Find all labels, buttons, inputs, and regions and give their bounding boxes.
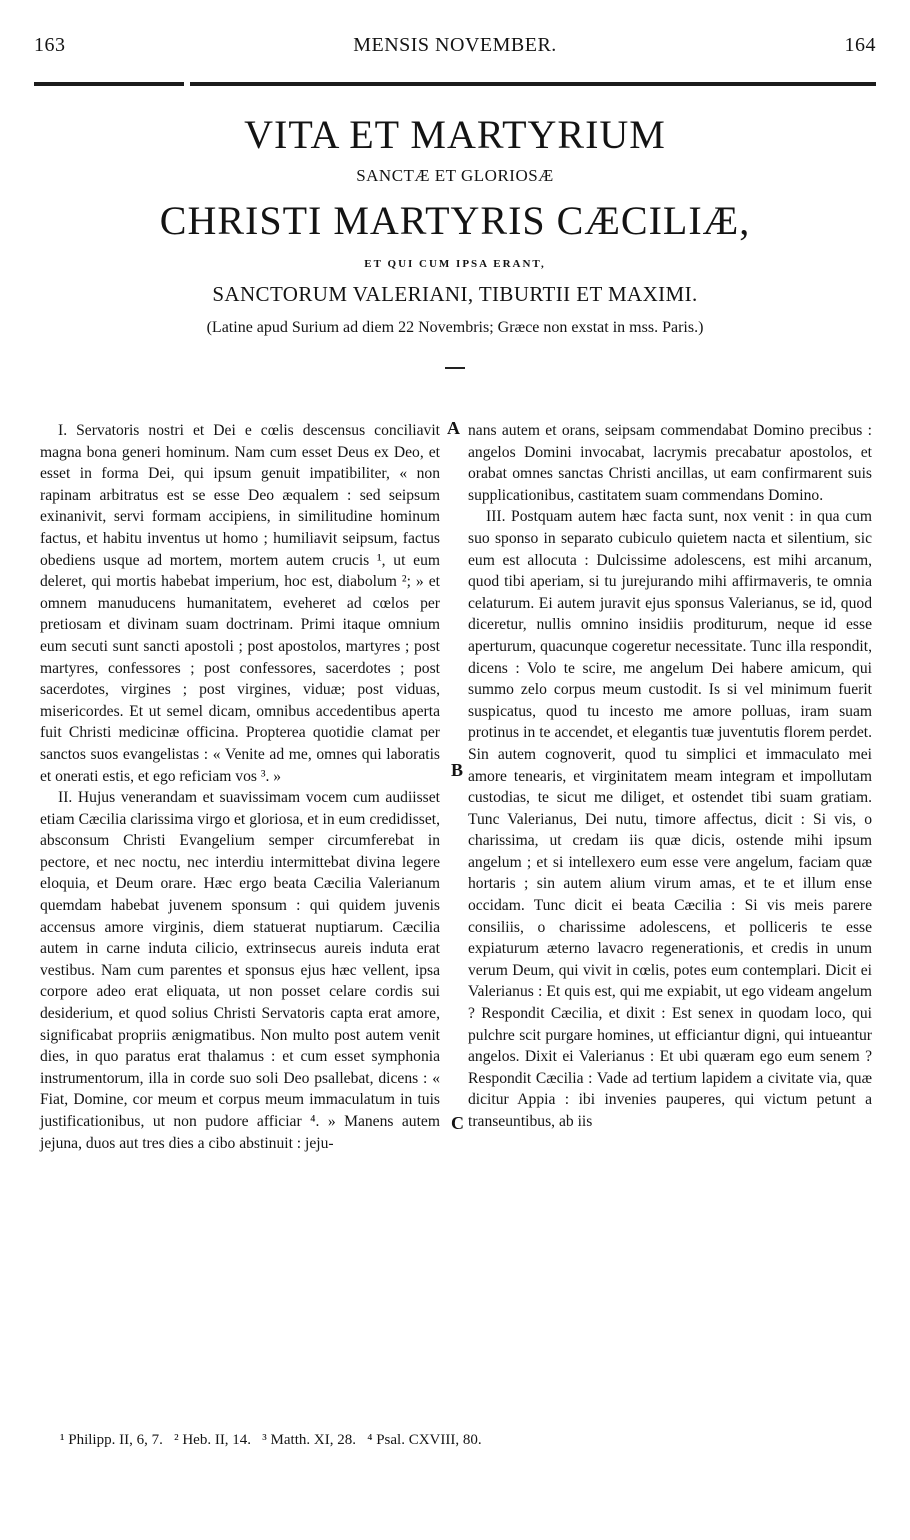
running-title: MENSIS NOVEMBER. <box>353 34 557 56</box>
margin-letter-a: A <box>447 418 460 438</box>
margin-letter-b: B <box>451 760 464 780</box>
source-note: (Latine apud Surium ad diem 22 Novembris; Græce non exstat in mss. Paris.) <box>206 319 704 336</box>
margin-letter-c: C <box>451 1113 464 1133</box>
page-number-left: 163 <box>34 34 66 56</box>
title-divider <box>445 367 465 369</box>
footnotes: ¹ Philipp. II, 6, 7. ² Heb. II, 14. ³ Matth. XI, 28. ⁴ Psal. CXVIII, 80. <box>60 1432 482 1448</box>
page-number-right: 164 <box>844 34 876 56</box>
title-line-5: SANCTORUM VALERIANI, TIBURTII ET MAXIMI. <box>212 282 698 306</box>
paragraph-1: I. Servatoris nostri et Dei e cœlis descensus conciliavit magna bona generi hominum. Nam cum esset Deus ex Deo, et esset in forma Dei, qui ipsum genuit impatibiliter, « non rapinam arbitratus est se esse Deo æqualem : sed seipsum exinanivit, servi formam accipiens, in similitudine hominum factus, et habitu inventus ut homo ; humiliavit seipsum, factus obediens usque ad mortem, mortem autem crucis ¹, ut eum deleret, qui mortis habebat imperium, hoc est, diabolum ²; » et omnem manuducens humanitatem, eveheret ad cœlos per pretiosam et divinam suam doctrinam. Primi itaque omnium eum secuti sunt sancti apostoli ; post apostolos, martyres ; post martyres, confessores ; post confessores, sacerdotes ; post sacerdotes, virgines ; post virgines, viduæ; post viduas, misericordes. Et ut semel dicam, omnibus accedentibus aperta fuit Christi medicinæ officina. Propterea quotidie clamat per sanctos suos evangelistas : « Venite ad me, omnes qui laboratis et onerati estis, et ego reficiam vos ³. » <box>40 422 440 785</box>
paragraph-3: III. Postquam autem hæc facta sunt, nox venit : in qua cum suo sponso in separato cubiculo quietem nacta et silentium, sic eum est allocuta : Dulcissime adolescens, est mihi arcanum, quod tibi aperiam, si tu jurejurando mihi affirmaveris, te omnia celaturum. Ei autem juravit ejus sponsus Valerianus, se id, quod diceretur, nullis omnino insidiis proditurum, neque id esse aperturum, quacunque cogeretur necessitate. Tunc illa respondit, dicens : Volo te scire, me angelum Dei habere amicum, qui summo zelo corpus meum custodit. Is si vel minimum fuerit suspicatus, quod tu incesto me amore polluas, iram suam protinus in te accendet, et elegantis tuæ juventutis florem perdet. Sin autem cognoverit, quod tu simplici et immaculato mei amore tenearis, et virginitatem meam integram et impollutam custodias, te sicut me diliget, et ostendet tibi suam gratiam. Tunc Valerianus, Dei nutu, timore affectus, dicit : Si vis, o charissima, ut credam iis quæ dicis, ostende mihi ipsum angelum ; et si intellexero eum esse vere angelum, faciam quæ hortaris ; sin autem alium virum amas, et te et illum ense occidam. Tunc dicit ei beata Cæcilia : Si vis meis parere consiliis, o charissime adolescens, et polliceris te esse expiaturum æterno lavacro regenerationis, et credis in unum verum Deum, qui vivit in cœlis, potes eum contemplari. Dicit ei Valerianus : Et quis est, qui me expiabit, ut ego videam angelum ? Respondit Cæcilia, et dixit : Est senex in quodam loco, qui pulchre scit purgare homines, ut efficiantur digni, qui intueantur angelos. Dixit ei Valerianus : Et ubi quæram ego eum senem ? Respondit Cæcilia : Vade ad tertium lapidem a civitate via, quæ dicitur Appia : ibi invenies pauperes, qui victum petunt a transeuntibus, ab iis <box>468 508 872 1130</box>
title-line-3: CHRISTI MARTYRIS CÆCILIÆ, <box>159 198 751 243</box>
header-rule-left <box>34 82 184 86</box>
right-column <box>468 420 872 1133</box>
paragraph-continued: nans autem et orans, seipsam commendabat Domino precibus : angelos Domini invocabat, lacrymis precabatur apostolos, et orabat omnes sanctas Christi ancillas, ut eam confirmarent suis supplicationibus, castitatem suam commendans Domino. <box>468 422 872 504</box>
title-line-2: SANCTÆ ET GLORIOSÆ <box>356 166 554 185</box>
title-line-4: ET QUI CUM IPSA ERANT, <box>364 258 546 270</box>
header-rule-right <box>190 82 876 86</box>
running-head <box>34 34 876 56</box>
title-block <box>40 112 870 369</box>
title-line-1: VITA ET MARTYRIUM <box>244 112 666 157</box>
left-column <box>40 420 440 1154</box>
paragraph-2: II. Hujus venerandam et suavissimam vocem cum audiisset etiam Cæcilia clarissima virgo et gloriosa, et in eum credidisset, absconsum Christi Evangelium semper circumferebat in pectore, et nec noctu, nec interdiu intermittebat divina legere eloquia, et Deum orare. Hæc ergo beata Cæcilia Valerianum quemdam habebat juvenem sponsum : qui quidem juvenis accensus amore virginis, diem statuerat nuptiarum. Cæcilia autem in carne induta cilicio, extrinsecus aureis induta erat vestibus. Nam cum parentes et sponsus ejus hæc vellent, ipsa corpore adeo erat eliquata, ut non posset celare cordis sui desiderium, et quod solius Christi Servatoris capta erat amore, significabat propriis ænigmatibus. Non multo post autem venit dies, in quo paratus erat thalamus : et cum esset symphonia instrumentorum, illa in corde suo soli Deo psallebat, dicens : « Fiat, Domine, cor meum et corpus meum immaculatum in tuis justificationibus, ut non pudore afficiar ⁴. » Manens autem jejuna, duos aut tres dies a cibo abstinuit : jeju- <box>40 789 440 1152</box>
